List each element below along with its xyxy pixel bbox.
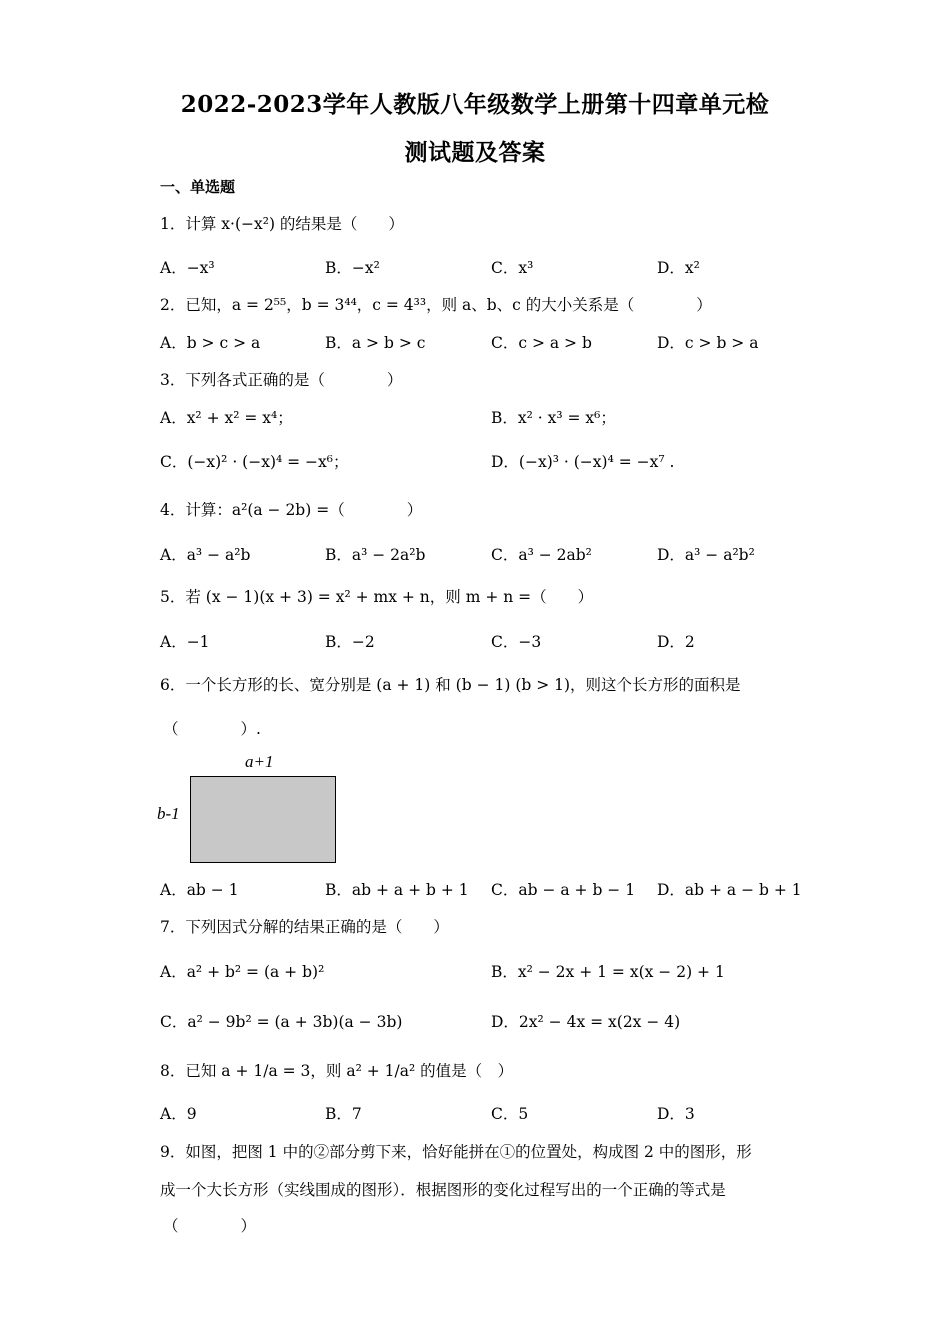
q1-option-b: B．−x² [325,259,380,277]
q2-option-c: C．c > a > b [491,334,592,352]
question-6-stem-cont: （ ）. [163,720,261,738]
q6-option-b: B．ab + a + b + 1 [325,881,469,899]
q1-option-a: A．−x³ [160,259,215,277]
q7-option-c: C．a² − 9b² = (a + 3b)(a − 3b) [160,1013,403,1031]
doc-title-line1: 2022-2023学年人教版八年级数学上册第十四章单元检 [180,91,770,118]
rectangle-figure [157,752,347,868]
q5-option-b: B．−2 [325,633,375,651]
q6-option-a: A．ab − 1 [160,881,239,899]
q3-option-d: D．(−x)³ · (−x)⁴ = −x⁷ . [491,453,675,471]
q3-option-c: C．(−x)² · (−x)⁴ = −x⁶； [160,453,349,471]
section-heading: 一、单选题 [160,178,236,196]
question-9-stem: 9．如图，把图 1 中的②部分剪下来，恰好能拼在①的位置处，构成图 2 中的图形，形 [160,1143,752,1161]
q1-option-c: C．x³ [491,259,534,277]
question-1-stem: 1．计算 x·(−x²) 的结果是（ ） [160,215,404,233]
q4-option-d: D．a³ − a²b² [657,546,755,564]
q8-option-d: D．3 [657,1105,695,1123]
question-9-stem-cont: 成一个大长方形（实线围成的图形）．根据图形的变化过程写出的一个正确的等式是 [160,1181,726,1199]
rect-top-label: a+1 [245,752,274,771]
q1-option-d: D．x² [657,259,700,277]
q7-option-d: D．2x² − 4x = x(2x − 4) [491,1013,681,1031]
q7-option-a: A．a² + b² = (a + b)² [160,963,325,981]
doc-title-line2: 测试题及答案 [404,139,546,166]
q4-option-b: B．a³ − 2a²b [325,546,426,564]
question-3-stem: 3．下列各式正确的是（ ） [160,371,403,389]
q8-option-c: C．5 [491,1105,529,1123]
q6-option-c: C．ab − a + b − 1 [491,881,636,899]
q3-option-b: B．x² · x³ = x⁶； [491,409,616,427]
q4-option-c: C．a³ − 2ab² [491,546,592,564]
q8-option-b: B．7 [325,1105,362,1123]
q6-option-d: D．ab + a − b + 1 [657,881,802,899]
q8-option-a: A．9 [160,1105,197,1123]
q5-option-d: D．2 [657,633,695,651]
question-2-stem: 2．已知，a = 2⁵⁵，b = 3⁴⁴，c = 4³³，则 a、b、c 的大小关系是（ ） [160,296,712,314]
rectangle-shape [190,776,336,863]
q2-option-a: A．b > c > a [160,334,261,352]
question-4-stem: 4．计算：a²(a − 2b) =（ ） [160,501,423,519]
q3-option-a: A．x² + x² = x⁴； [160,409,293,427]
question-9-stem-cont2: （ ） [163,1217,257,1235]
question-7-stem: 7．下列因式分解的结果正确的是（ ） [160,918,449,936]
question-6-stem: 6．一个长方形的长、宽分别是 (a + 1) 和 (b − 1) (b > 1)，则这个长方形的面积是 [160,676,741,694]
q2-option-d: D．c > b > a [657,334,759,352]
q7-option-b: B．x² − 2x + 1 = x(x − 2) + 1 [491,963,725,981]
q5-option-c: C．−3 [491,633,542,651]
q2-option-b: B．a > b > c [325,334,426,352]
rect-side-label: b-1 [157,804,180,823]
q4-option-a: A．a³ − a²b [160,546,251,564]
question-8-stem: 8．已知 a + 1/a = 3，则 a² + 1/a² 的值是（ ） [160,1062,514,1080]
q5-option-a: A．−1 [160,633,210,651]
question-5-stem: 5．若 (x − 1)(x + 3) = x² + mx + n，则 m + n =（ ） [160,588,594,606]
